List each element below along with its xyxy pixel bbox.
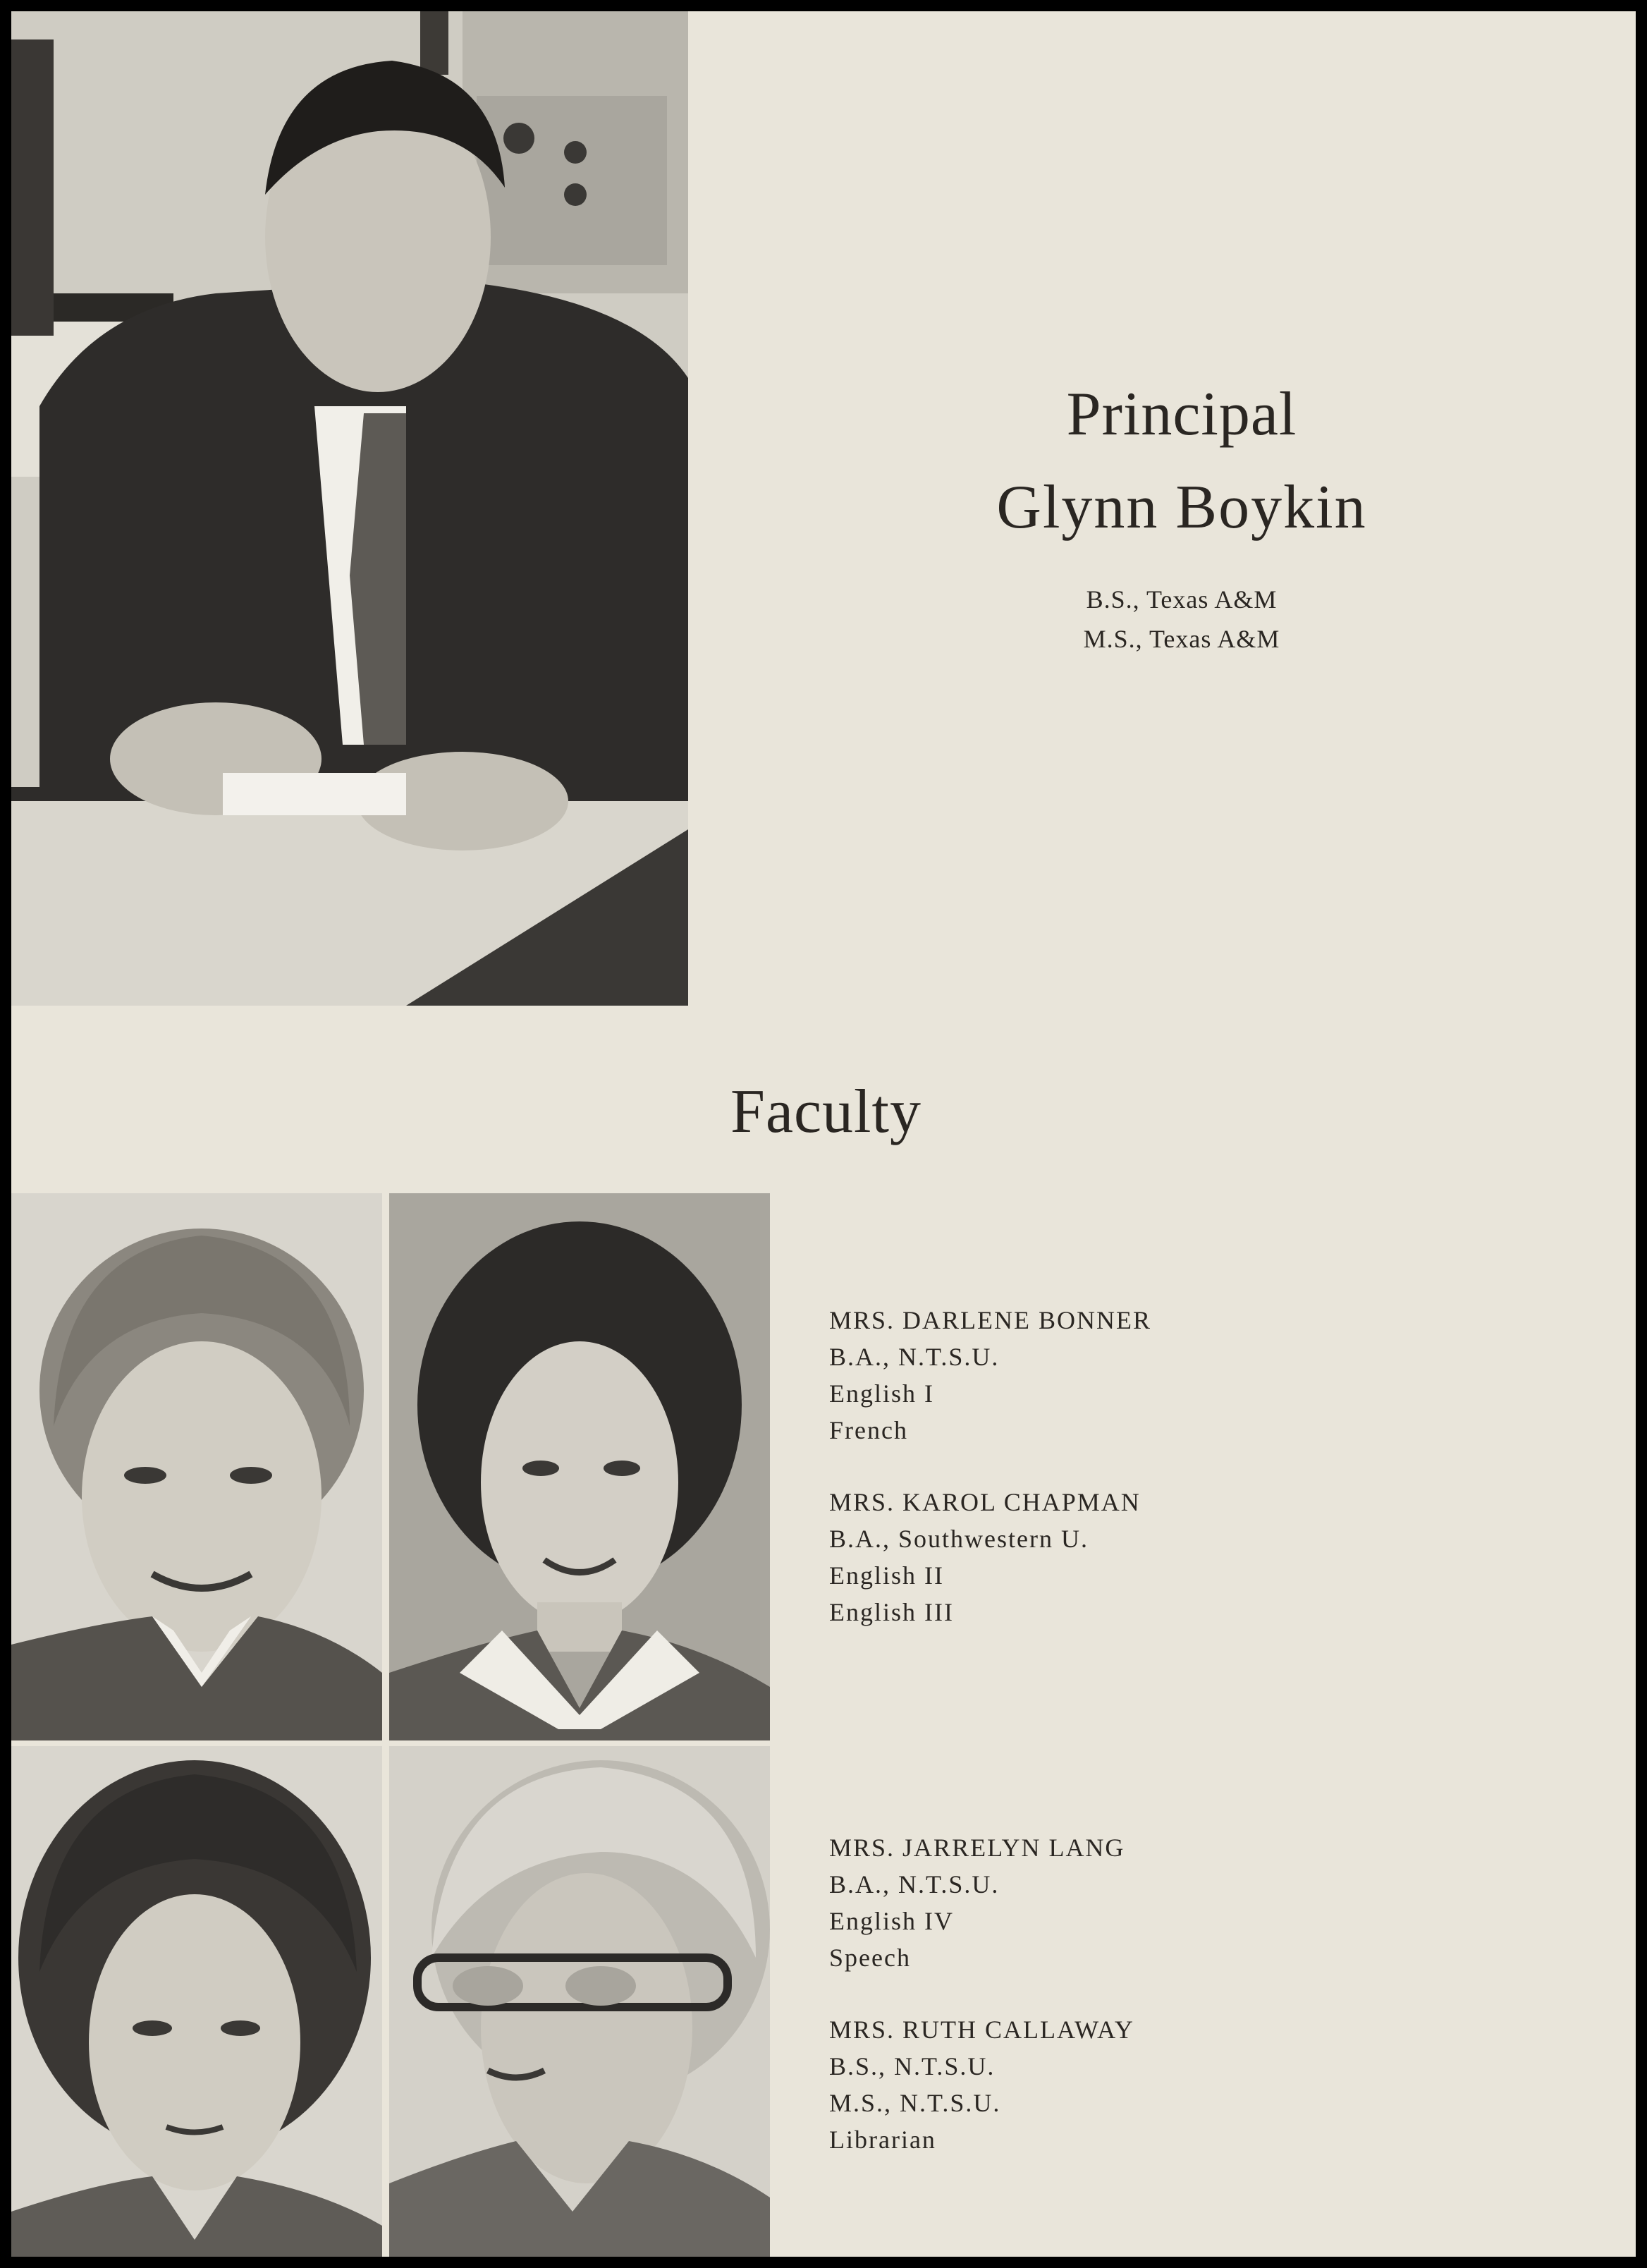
principal-photo xyxy=(11,11,688,1006)
faculty-subject: French xyxy=(829,1416,908,1444)
faculty-photo-callaway xyxy=(389,1746,770,2257)
faculty-photo-bonner xyxy=(11,1193,382,1740)
principal-title: Principal xyxy=(1066,380,1297,449)
faculty-degree: B.A., Southwestern U. xyxy=(829,1525,1089,1553)
principal-degree: B.S., Texas A&M xyxy=(1086,585,1278,614)
faculty-name: MRS. KAROL CHAPMAN xyxy=(829,1488,1141,1516)
faculty-subject: Speech xyxy=(829,1944,911,1972)
principal-info xyxy=(942,364,1421,659)
faculty-photo-lang xyxy=(11,1746,382,2257)
faculty-entry-chapman xyxy=(829,1484,1141,1630)
principal-degrees xyxy=(942,580,1421,659)
faculty-subject: English IV xyxy=(829,1907,954,1935)
faculty-heading: Faculty xyxy=(730,1078,922,1146)
principal-name: Glynn Boykin xyxy=(996,473,1367,542)
principal-degree: M.S., Texas A&M xyxy=(1083,625,1280,653)
faculty-degree: B.A., N.T.S.U. xyxy=(829,1870,1000,1898)
faculty-photo-chapman xyxy=(389,1193,770,1740)
faculty-name: MRS. RUTH CALLAWAY xyxy=(829,2016,1134,2044)
faculty-entry-bonner xyxy=(829,1302,1151,1449)
faculty-degree: B.S., N.T.S.U. xyxy=(829,2052,996,2080)
faculty-subject: English II xyxy=(829,1561,944,1590)
faculty-name: MRS. DARLENE BONNER xyxy=(829,1306,1152,1334)
faculty-entry-lang xyxy=(829,1829,1125,1976)
yearbook-page xyxy=(11,11,1636,2257)
faculty-name: MRS. JARRELYN LANG xyxy=(829,1834,1125,1862)
faculty-subject: English III xyxy=(829,1598,954,1626)
faculty-degree: M.S., N.T.S.U. xyxy=(829,2089,1001,2117)
faculty-degree: B.A., N.T.S.U. xyxy=(829,1343,1000,1371)
faculty-entry-callaway xyxy=(829,2011,1134,2158)
faculty-subject: English I xyxy=(829,1379,934,1408)
faculty-subject: Librarian xyxy=(829,2126,936,2154)
